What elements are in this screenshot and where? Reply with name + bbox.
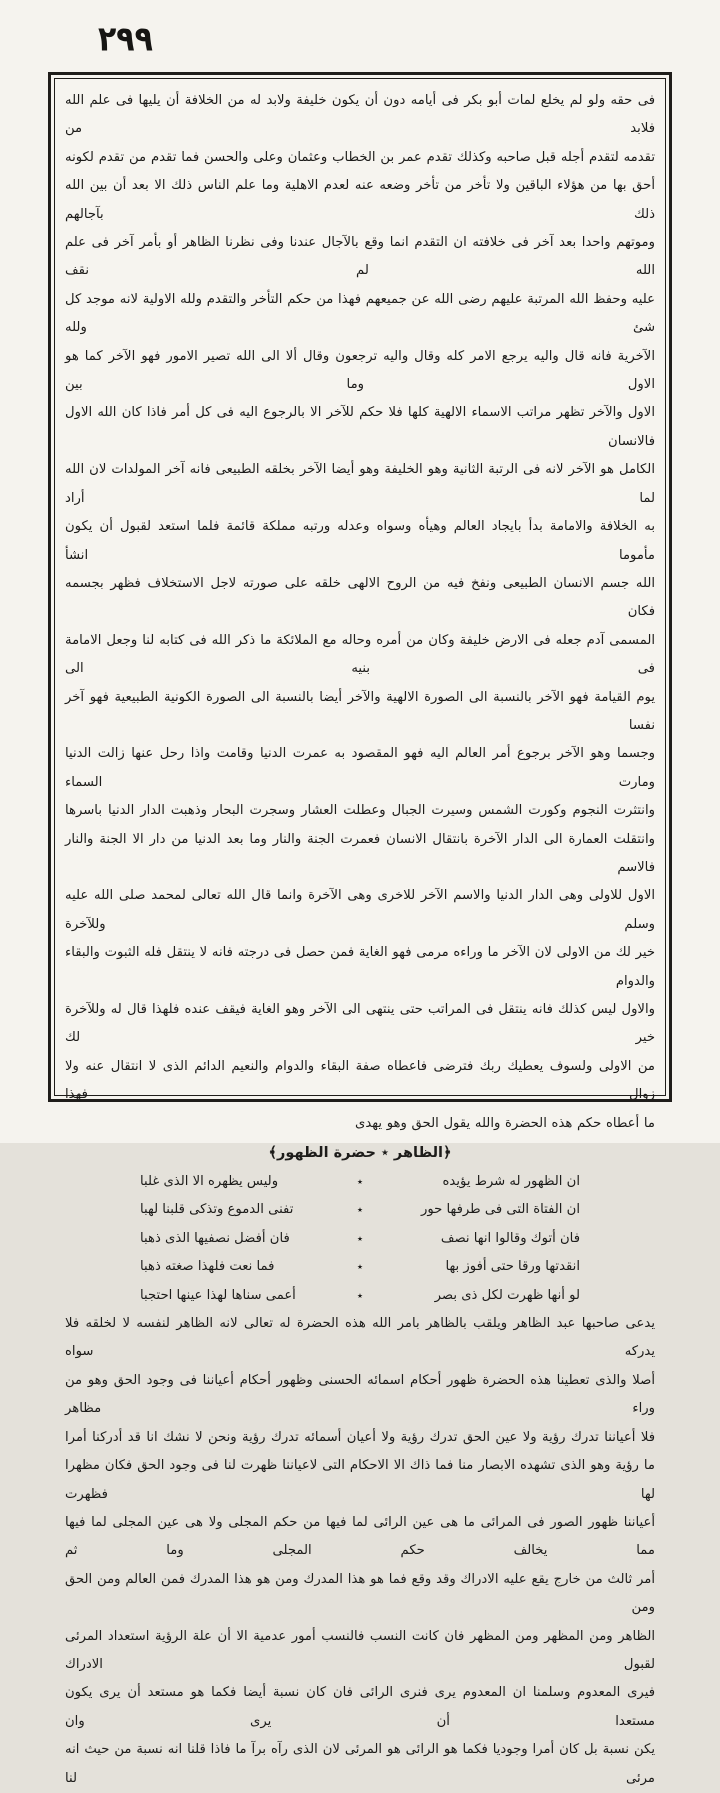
poem-verse <box>140 1196 580 1224</box>
prose-line: وانتثرت النجوم وكورت الشمس وسيرت الجبال وعطلت العشار وسجرت البحار وذهبت الدار الدنيا باسرها <box>65 803 655 819</box>
poem-verse <box>140 1253 580 1281</box>
prose-line: يكن نسبة بل كان أمرا وجوديا فكما هو الرائى هو المرئى لان الذى رآه برآ ما فاذا قلنا انه نسبة من حيث انه مرئى لنا <box>65 1742 655 1786</box>
hemistich-right: انقدتها ورقا حتى أفوز بها <box>445 1259 580 1275</box>
prose-line: وجسما وهو الآخر برجوع أمر العالم اليه فهو المقصود به عمرت الدنيا وقامت واذا رحل عنها زالت الدنيا ومارت السماء <box>65 746 655 790</box>
prose-line: فى حقه ولو لم يخلع لمات أبو بكر فى أيامه دون أن يكون خليفة ولابد له من الخلافة أن يليها فى علم الله فلابد من <box>65 93 655 137</box>
prose-line: تقدمه لتقدم أجله قبل صاحبه وكذلك تقدم عمر بن الخطاب وعثمان وعلى والحسن فما تقدم من تقدم لكونه <box>65 149 655 165</box>
verse-separator-icon: ٭ <box>357 1175 363 1189</box>
prose-line: المسمى آدم جعله فى الارض خليفة وكان من أمره وحاله مع الملائكة ما ذكر الله فى كتابه لنا وجعل الامامة فى بنيه الى <box>65 632 655 677</box>
prose-line: أصلا والذى تعطينا هذه الحضرة ظهور أحكام اسمائه الحسنى وظهور أحكام أعياننا فى وجود الحق وهو من وراء مظاهر <box>65 1372 655 1417</box>
section-heading: ﴿الظاهر ٭ حضرة الظهور﴾ <box>268 1145 452 1162</box>
hemistich-right: ان الفتاة التى فى طرفها حور <box>420 1202 580 1218</box>
prose-line: الظاهر ومن المظهر ومن المظهر فان كانت النسب فالنسب أمور عدمية الا أن علة الرؤية استعداد المرئى لقبول الادراك <box>65 1628 655 1672</box>
prose-line: أحق بها من هؤلاء الباقين ولا تأخر من تأخر وضعه عنه لعدم الاهلية وما علم الناس ذلك الا بعد أن بين الله ذلك بآجالهم <box>65 178 655 222</box>
hemistich-left: وليس يظهره الا الذى غلبا <box>140 1174 279 1190</box>
prose-line: ما رؤية وهو الذى تشهده الابصار منا فما ذاك الا الاحكام التى لاعياننا ظهرت لنا فى وجود الحق فكان مظهرا لها فظهرت <box>65 1458 655 1502</box>
prose-line: به الخلافة والامامة بدأ بايجاد العالم وهيأه وسواه وعدله ورتبه مملكة قائمة فلما استعد لقبول أن يكون مأموما انشأ <box>65 519 655 563</box>
prose-line: من الاولى ولسوف يعطيك ربك فترضى فاعطاه صفة البقاء والدوام والنعيم الدائم الذى لا انتقال عنه ولا زوال فهذا <box>65 1058 655 1103</box>
prose-line: الاول والآخر تظهر مراتب الاسماء الالهية كلها فلا حكم للآخر الا بالرجوع اليه فى كل أمر فاذا كان الله الاول فالانسان <box>65 405 655 449</box>
text-frame-border <box>48 72 672 1786</box>
hemistich-left: أعمى سناها لهذا عينها احتجبا <box>140 1287 296 1303</box>
hemistich-right: ان الظهور له شرط يؤيده <box>442 1174 580 1190</box>
hemistich-left: فما نعت فلهذا صغته ذهبا <box>140 1259 275 1275</box>
prose-line: أعياننا ظهور الصور فى المرائى ما هى عين الرائى لما فيها من حكم المجلى ولا هى عين المجلى لما فيها مما يخالف حكم المجلى وما ثم <box>65 1514 655 1559</box>
verse-separator-icon: ٭ <box>357 1203 363 1217</box>
prose-line: وموتهم واحدا بعد آخر فى خلافته ان التقدم انما وقع بالآجال عندنا وفى نظرنا الظاهر أو بأمر آخر فى علم الله لم نقف <box>65 235 655 279</box>
text-frame <box>54 78 666 1786</box>
prose-line: يوم القيامة فهو الآخر بالنسبة الى الصورة الالهية والآخر أيضا بالنسبة الى الصورة الكونية الطبيعية فهو آخر نفسا <box>65 689 655 733</box>
prose-line: ما أعطاه حكم هذه الحضرة والله يقول الحق وهو يهدى <box>355 1115 655 1131</box>
prose-line: والاول ليس كذلك فانه ينتقل فى المراتب حتى ينتهى الى الآخر وهو الغاية فيقف عنده فلهذا قال له وللآخرة خير لك <box>65 1002 655 1046</box>
verse-separator-icon: ٭ <box>357 1288 363 1302</box>
prose-line: الكامل هو الآخر لانه فى الرتبة الثانية وهو الخليفة وهو أيضا الآخر بخلقه الطبيعى فانه آخر المولدات لان الله لما أراد <box>65 462 655 506</box>
prose-top <box>65 87 655 1138</box>
poem-verse <box>140 1225 580 1253</box>
prose-line: الاول للاولى وهى الدار الدنيا والاسم الآخر للاخرى وهى الآخرة وانما قال الله تعالى لمحمد صلى الله عليه وسلم وللآخرة <box>65 888 655 932</box>
poem <box>140 1168 580 1310</box>
hemistich-left: تفنى الدموع وتذكى قلبنا لهبا <box>140 1202 294 1218</box>
prose-line: الآخرية فانه قال واليه يرجع الامر كله وقال واليه ترجعون وقال ألا الى الله تصير الامور فهو الآخر كما هو الاول وما بين <box>65 348 655 393</box>
prose-line: عليه وحفظ الله المرتبة عليهم رضى الله عن جميعهم فهذا من حكم التأخر والتقدم ولله الاولية لانه موجد كل شئ ولله <box>65 291 655 336</box>
hemistich-left: فان أفضل نصفيها الذى ذهبا <box>140 1230 290 1246</box>
prose-line: الله جسم الانسان الطبيعى ونفخ فيه من الروح الالهى خلقه على صورته لاجل الاستخلاف فظهر بجسمه فكان <box>65 575 655 620</box>
verse-separator-icon: ٭ <box>357 1231 363 1245</box>
prose-line: فلا أعياننا تدرك رؤية ولا عين الحق تدرك رؤية ولا أعيان أسمائه تدرك رؤية ونحن لا نشك انا قد أدركنا أمرا <box>65 1429 655 1445</box>
prose-line: خير لك من الاولى لان الآخر ما وراءه مرمى فهو الغاية فمن حصل فى درجته فانه لا ينتقل فله الثبوت والبقاء والدوام <box>65 945 655 989</box>
prose-line: فيرى المعدوم وسلمنا ان المعدوم يرى فنرى الرائى فان كان نسبة أيضا فكما هو مستعد أن يرى يكون مستعدا أن يرى وان <box>65 1685 655 1729</box>
hemistich-right: فان أتوك وقالوا انها نصف <box>440 1230 580 1246</box>
prose-line: أمر ثالث من خارج يقع عليه الادراك وقد وقع فما هو هذا المدرك ومن هو هذا المدرك فمن العالم ومن الحق ومن <box>65 1571 655 1616</box>
prose-bottom <box>65 1310 655 1793</box>
prose-line: يدعى صاحبها عبد الظاهر ويلقب بالظاهر بامر الله هذه الحضرة له تعالى لانه الظاهر لنفسه لا لخلقه فلا يدركه سواه <box>65 1316 655 1360</box>
poem-verse <box>140 1168 580 1196</box>
page-number: ٢٩٩ <box>98 19 153 60</box>
poem-verse <box>140 1282 580 1310</box>
prose-line: وانتقلت العمارة الى الدار الآخرة بانتقال الانسان فعمرت الجنة والنار وما بعد الدنيا من دار الا الجنة والنار فالاسم <box>65 831 655 875</box>
hemistich-right: لو أنها ظهرت لكل ذى بصر <box>434 1287 580 1303</box>
verse-separator-icon: ٭ <box>357 1260 363 1274</box>
